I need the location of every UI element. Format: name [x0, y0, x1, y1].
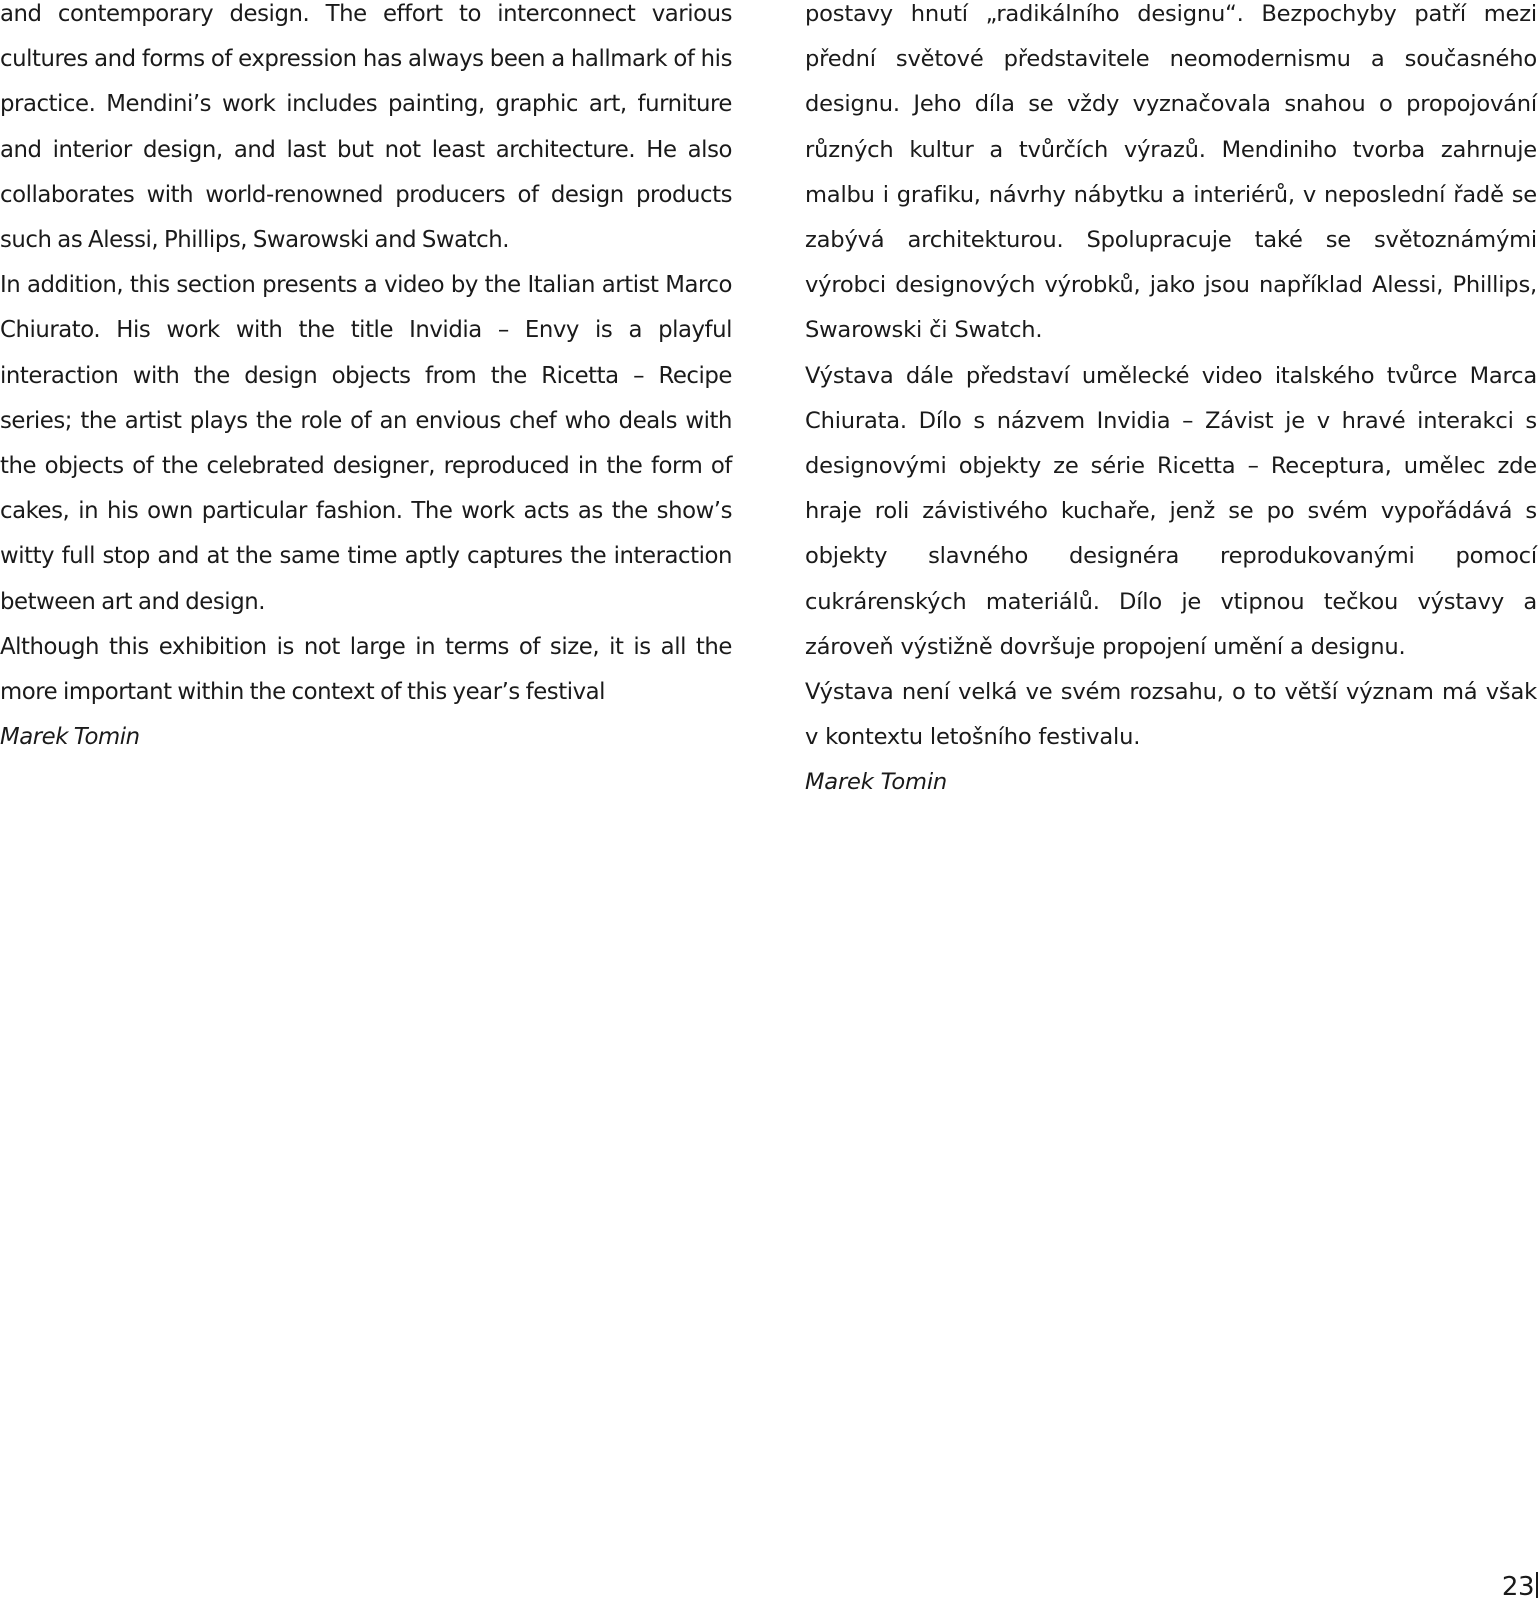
english-paragraph-2: In addition, this section presents a video by the Italian artist Marco Chiurato. His work with the title Invidia – Envy is a playful interaction with the design objects from the Ricetta – Recipe series; the artist plays the role of an envious chef who deals with the objects of the celebrated designer, reproduced in the form of cakes, in his own particular fashion. The work acts as the show’s witty full stop and at the same time aptly captures the interaction between art and design.: [0, 272, 732, 615]
english-paragraph-3: Although this exhibition is not large in terms of size, it is all the more important within the context of this year’s festival: [0, 633, 732, 706]
page-number: [1502, 1572, 1538, 1602]
page-number-rule: [1536, 1572, 1538, 1598]
english-author: Marek Tomin: [0, 724, 140, 751]
english-paragraph-1: and contemporary design. The effort to interconnect various cultures and forms of expression has always been a hallmark of his practice. Mendini’s work includes painting, graphic art, furniture and interior design, and last but not least architecture. He also collaborates with world-renowned producers of design products such as Alessi, Phillips, Swarowski and Swatch.: [0, 1, 732, 254]
page-number-value: 23: [1501, 1572, 1534, 1602]
czech-text-column: [805, 0, 1537, 806]
czech-paragraph-2: Výstava dále představí umělecké video italského tvůrce Marca Chiurata. Dílo s názvem Invidia – Závist je v hravé interakci s designovými objekty ze série Ricetta – Receptura, umělec zde hraje roli závistivého kuchaře, jenž se po svém vypořádává s objekty slavného designéra reprodukovanými pomocí cukrárenských materiálů. Dílo je vtipnou tečkou výstavy a zároveň výstižně dovršuje propojení umění a designu.: [805, 362, 1537, 660]
english-text-column: [0, 0, 732, 760]
czech-paragraph-3: Výstava není velká ve svém rozsahu, o to větší význam má však v kontextu letošního festivalu.: [805, 679, 1537, 751]
czech-paragraph-1: postavy hnutí „radikálního designu“. Bezpochyby patří mezi přední světové představitele neomodernismu a současného designu. Jeho díla se vždy vyznačovala snahou o propojování různých kultur a tvůrčích výrazů. Mendiniho tvorba zahrnuje malbu i grafiku, návrhy nábytku a interiérů, v neposlední řadě se zabývá architekturou. Spolupracuje také se světoznámými výrobci designových výrobků, jako jsou například Alessi, Phillips, Swarowski či Swatch.: [805, 1, 1537, 344]
czech-author: Marek Tomin: [805, 769, 948, 796]
